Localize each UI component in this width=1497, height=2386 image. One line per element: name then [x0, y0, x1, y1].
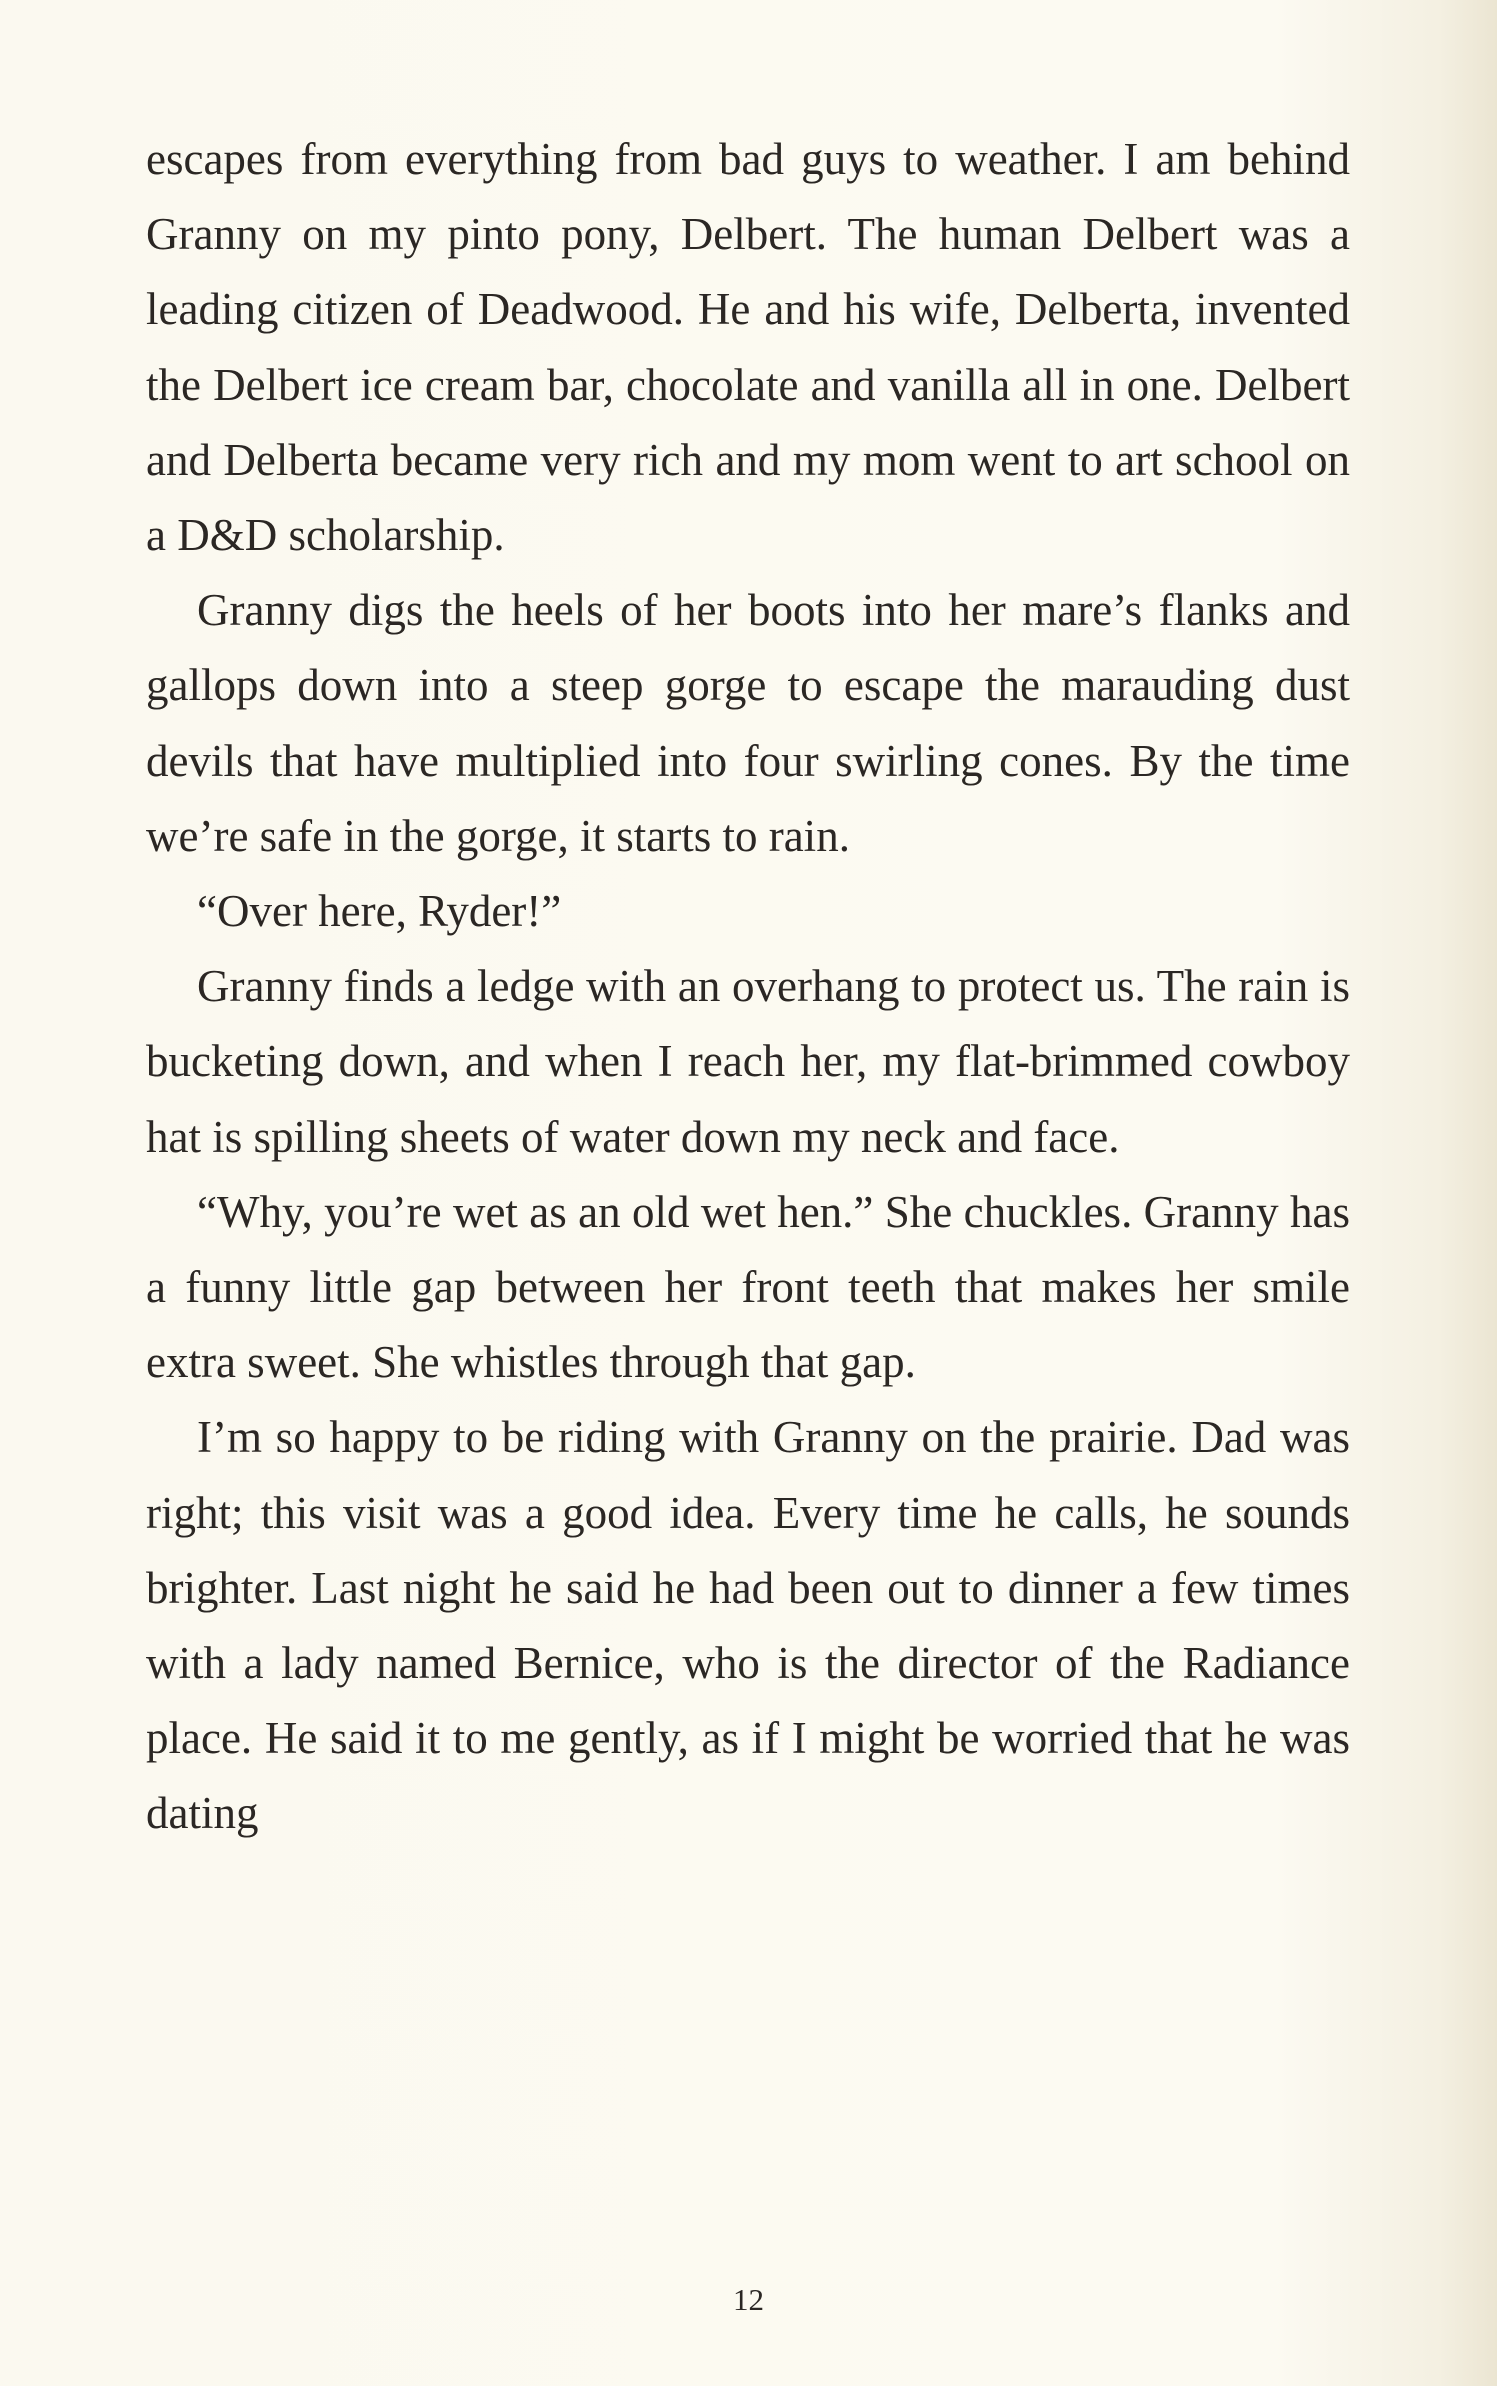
paragraph-riding-with-granny: I’m so happy to be riding with Granny on the prairie. Dad was right; this visit was a good idea. Every time he calls, he sounds brighter. Last night he said he had been out to dinner a few times with a lady named Bernice, who is the director of the Radiance place. He said it to me gently, as if I might be worried that he was dating — [146, 1412, 1350, 1839]
paragraph-wet-hen: “Why, you’re wet as an old wet hen.” She chuckles. Granny has a funny little gap between her front teeth that makes her smile extra sweet. She whistles through that gap. — [146, 1186, 1350, 1388]
page-number: 12 — [733, 2282, 764, 2317]
paragraph-gorge-escape: Granny digs the heels of her boots into her mare’s flanks and gallops down into a steep gorge to escape the marauding dust devils that have multiplied into four swirling cones. By the time we’re safe in the gorge, it starts to rain. — [146, 585, 1350, 861]
paragraph-continuation: escapes from everything from bad guys to weather. I am behind Granny on my pinto pony, Delbert. The human Delbert was a leading citizen of Deadwood. He and his wife, Delberta, invented the Delbert ice cream bar, chocolate and vanilla all in one. Delbert and Delberta became very rich and my mom went to art school on a D&D scholarship. — [146, 134, 1350, 561]
body-text — [146, 122, 1350, 1852]
paragraph-ledge: Granny finds a ledge with an overhang to protect us. The rain is bucketing down, and when I reach her, my flat-brimmed cowboy hat is spilling sheets of water down my neck and face. — [146, 961, 1350, 1162]
dialogue-over-here: “Over here, Ryder!” — [197, 886, 562, 937]
